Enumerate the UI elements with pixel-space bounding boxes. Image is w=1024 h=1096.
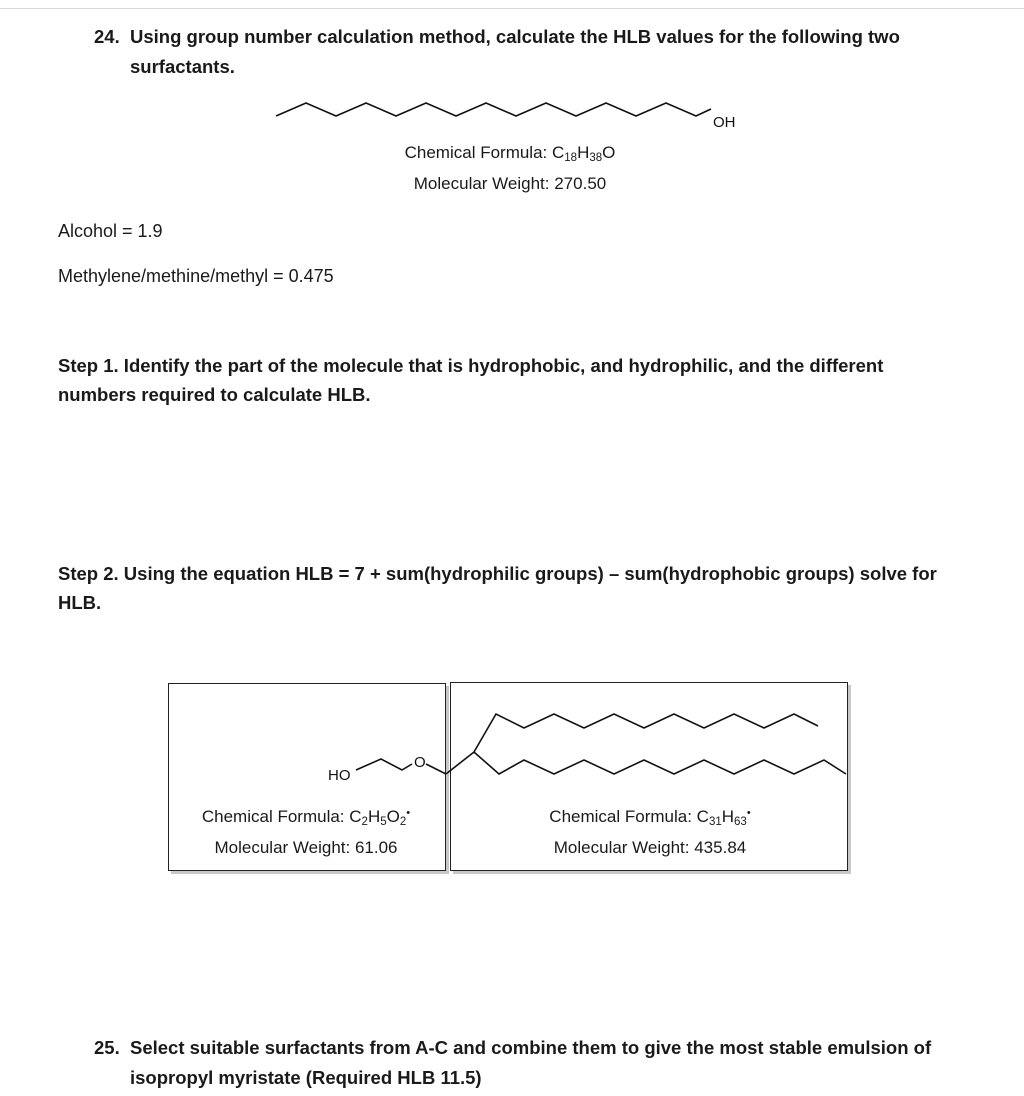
top-divider (0, 8, 1024, 9)
question-text-line2: surfactants. (130, 56, 235, 77)
alcohol-value: Alcohol = 1.9 (58, 221, 163, 241)
left-fragment-tail (426, 764, 446, 774)
question-text-line1: Select suitable surfactants from A-C and combine them to give the most stable emulsion of (130, 1037, 932, 1058)
fragment-left-caption (170, 800, 442, 861)
oh-label: OH (713, 114, 736, 131)
question-text-line1: Using group number calculation method, calculate the HLB values for the following two (130, 26, 900, 47)
question-number: 24. (94, 26, 120, 47)
methylene-value: Methylene/methine/methyl = 0.475 (58, 266, 334, 286)
step1-line1: Step 1. Identify the part of the molecule that is hydrophobic, and hydrophilic, and the different (58, 355, 884, 376)
o-label: O (414, 754, 426, 771)
step-2 (58, 559, 998, 617)
step2-line1: Step 2. Using the equation HLB = 7 + sum(hydrophilic groups) – sum(hydrophobic groups) solve for (58, 563, 937, 584)
right-fragment-upper-chain (474, 714, 818, 752)
fragment-left-weight: Molecular Weight: 61.06 (214, 838, 398, 857)
step1-line2: numbers required to calculate HLB. (58, 384, 371, 405)
fragment-right-caption (500, 800, 800, 861)
step2-line2: HLB. (58, 592, 102, 613)
step-1 (58, 351, 978, 409)
question-25 (94, 1033, 1004, 1093)
question-24 (94, 22, 994, 82)
molecule1-formula: Chemical Formula: $C_{18}H_{38}O$ (404, 143, 616, 164)
fragments-structure (0, 690, 1024, 810)
left-fragment-bonds (356, 759, 412, 770)
right-fragment-lower-chain (446, 752, 846, 774)
molecule1-weight: Molecular Weight: 270.50 (413, 174, 607, 193)
fragment-right-formula: Chemical Formula: $C_{31}H_{63}^•$ (549, 807, 751, 828)
ho-label: HO (328, 767, 351, 784)
carbon-chain (276, 103, 711, 116)
fragment-right-weight: Molecular Weight: 435.84 (553, 838, 747, 857)
fragment-left-formula: Chemical Formula: $C_2H_5O_2^•$ (201, 807, 411, 828)
question-number: 25. (94, 1037, 120, 1058)
question-text-line2: isopropyl myristate (Required HLB 11.5) (130, 1067, 482, 1088)
molecule1-caption (360, 140, 660, 197)
